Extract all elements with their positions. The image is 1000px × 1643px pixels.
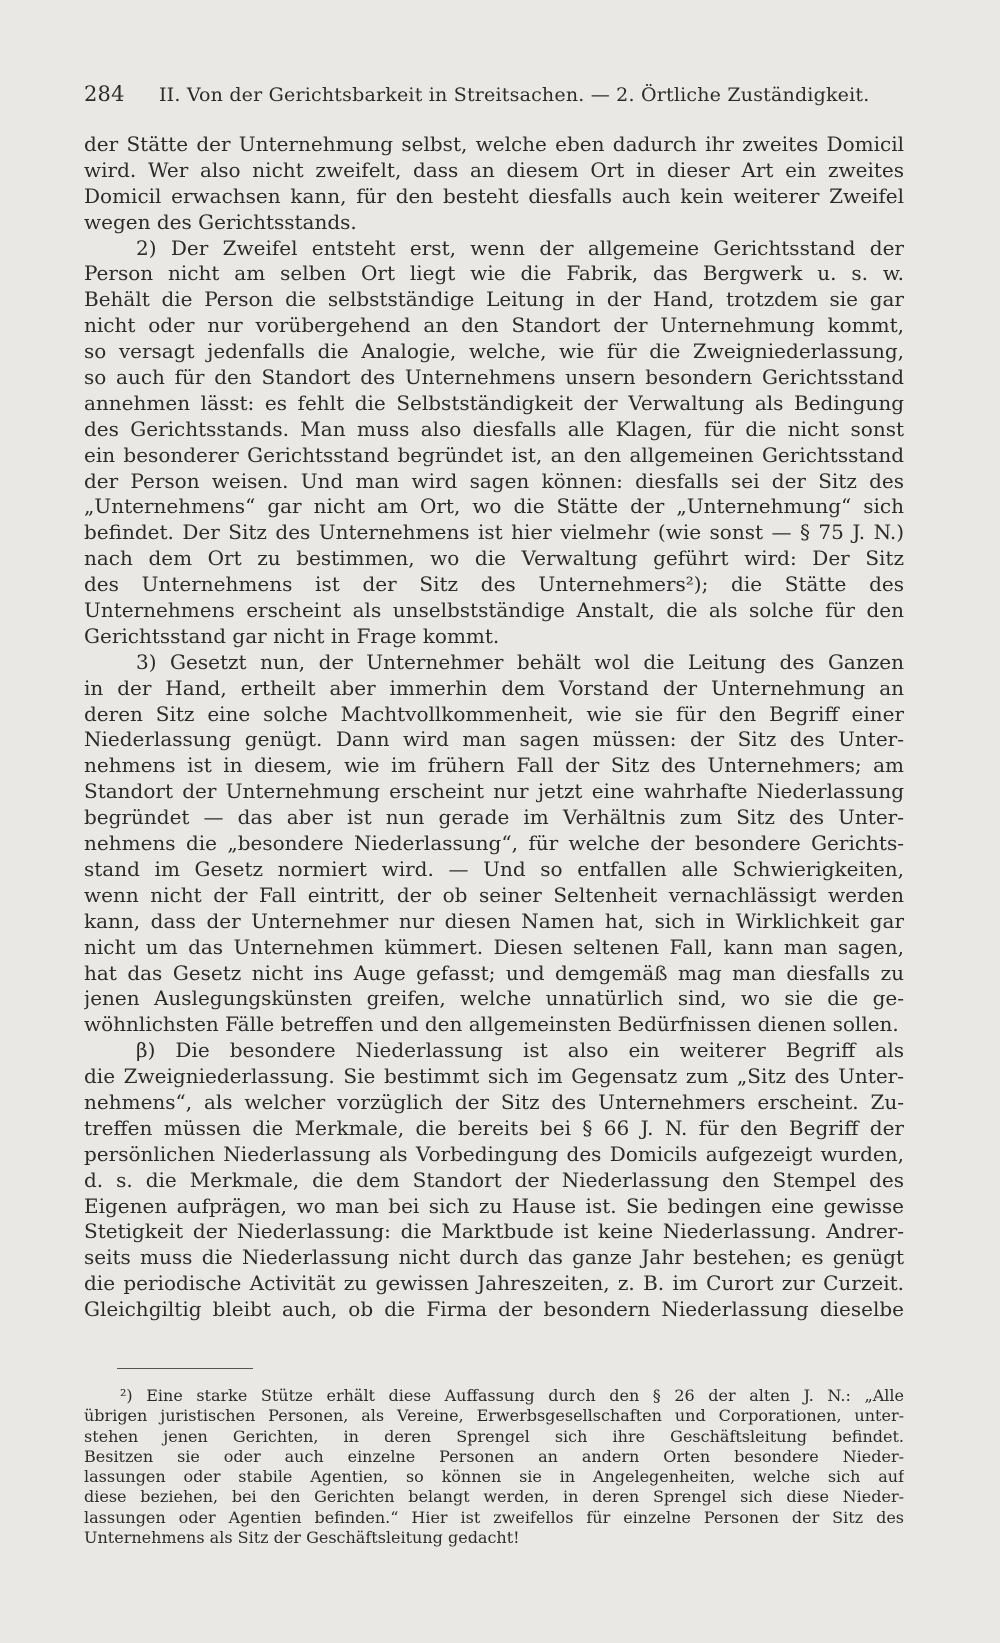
running-header <box>84 82 914 106</box>
text-line: 3) Gesetzt nun, der Unternehmer behält wol die Leitung des Ganzen <box>136 649 904 674</box>
text-line: treffen müssen die Merkmale, die bereits bei § 66 J. N. für den Begriff der <box>84 1115 904 1140</box>
text-line: Gleichgiltig bleibt auch, ob die Firma der besondern Niederlassung dieselbe <box>84 1297 904 1322</box>
text-line: nehmens“, als welcher vorzüglich der Sitz des Unternehmers erscheint. Zu- <box>84 1089 904 1114</box>
text-line: seits muss die Niederlassung nicht durch das ganze Jahr bestehen; es genügt <box>84 1245 904 1270</box>
text-line: persönlichen Niederlassung als Vorbedingung des Domicils aufgezeigt wurden, <box>84 1141 904 1166</box>
footnote-line: diese beziehen, bei den Gerichten belangt werden, in deren Sprengel sich diese Nieder- <box>84 1487 904 1507</box>
text-line: so auch für den Standort des Unternehmens unsern besondern Gerichtsstand <box>84 365 904 390</box>
text-line: Eigenen aufprägen, wo man bei sich zu Hause ist. Sie bedingen eine gewisse <box>84 1193 904 1218</box>
text-line: kann, dass der Unternehmer nur diesen Namen hat, sich in Wirklichkeit gar <box>84 908 904 933</box>
text-line: in der Hand, ertheilt aber immerhin dem Vorstand der Unternehmung an <box>84 675 904 700</box>
text-line: befindet. Der Sitz des Unternehmens ist hier vielmehr (wie sonst — § 75 J. N.) <box>84 520 904 545</box>
footnote-line: lassungen oder stabile Agentien, so können sie in Angelegenheiten, welche sich auf <box>84 1467 904 1487</box>
text-line: „Unternehmens“ gar nicht am Ort, wo die Stätte der „Unternehmung“ sich <box>84 494 904 519</box>
text-line: der Person weisen. Und man wird sagen können: diesfalls sei der Sitz des <box>84 468 904 493</box>
footnote-line: lassungen oder Agentien befinden.“ Hier ist zweifellos für einzelne Personen der Sitz des <box>84 1507 904 1527</box>
text-line: Behält die Person die selbstständige Leitung in der Hand, trotzdem sie gar <box>84 287 904 312</box>
text-line: 2) Der Zweifel entsteht erst, wenn der allgemeine Gerichtsstand der <box>136 235 904 260</box>
text-line: die periodische Activität zu gewissen Jahreszeiten, z. B. im Curort zur Curzeit. <box>84 1271 904 1296</box>
text-line: nehmens die „besondere Niederlassung“, für welche der besondere Gerichts- <box>84 831 904 856</box>
text-line: so versagt jedenfalls die Analogie, welche, wie für die Zweigniederlassung, <box>84 339 904 364</box>
text-line: hat das Gesetz nicht ins Auge gefasst; und demgemäß mag man diesfalls zu <box>84 960 904 985</box>
text-line: β) Die besondere Niederlassung ist also ein weiterer Begriff als <box>136 1038 904 1063</box>
text-line: annehmen lässt: es fehlt die Selbstständigkeit der Verwaltung als Bedingung <box>84 390 904 415</box>
text-line: stand im Gesetz normiert wird. — Und so entfallen alle Schwierigkeiten, <box>84 856 904 881</box>
text-line: Domicil erwachsen kann, für den besteht diesfalls auch kein weiterer Zweifel <box>84 183 904 208</box>
footnote-line: Unternehmens als Sitz der Geschäftsleitung gedacht! <box>84 1528 520 1548</box>
footnote <box>84 1386 904 1548</box>
footnote-line: stehen jenen Gerichten, in deren Sprengel sich ihre Geschäftsleitung befindet. <box>84 1426 904 1446</box>
text-line: nicht oder nur vorübergehend an den Standort der Unternehmung kommt, <box>84 313 904 338</box>
text-line: wegen des Gerichtsstands. <box>84 209 357 234</box>
footnote-line: übrigen juristischen Personen, als Vereine, Erwerbsgesellschaften und Corporationen, unter- <box>84 1406 904 1426</box>
text-line: Gerichtsstand gar nicht in Frage kommt. <box>84 623 500 648</box>
text-line: der Stätte der Unternehmung selbst, welche eben dadurch ihr zweites Domicil <box>84 132 904 156</box>
text-line: ein besonderer Gerichtsstand begründet ist, an den allgemeinen Gerichtsstand <box>84 442 904 467</box>
text-line: wenn nicht der Fall eintritt, der ob seiner Seltenheit vernachlässigt werden <box>84 882 904 907</box>
footnote-separator <box>117 1368 253 1369</box>
running-title: II. Von der Gerichtsbarkeit in Streitsachen. — 2. Örtliche Zuständigkeit. <box>158 84 870 106</box>
text-line: des Unternehmens ist der Sitz des Unternehmers²); die Stätte des <box>84 572 904 597</box>
text-line: Person nicht am selben Ort liegt wie die Fabrik, das Bergwerk u. s. w. <box>84 261 904 286</box>
text-line: die Zweigniederlassung. Sie bestimmt sich im Gegensatz zum „Sitz des Unter- <box>84 1064 904 1089</box>
text-line: Standort der Unternehmung erscheint nur jetzt eine wahrhafte Niederlassung <box>84 779 904 804</box>
footnote-line: ²) Eine starke Stütze erhält diese Auffassung durch den § 26 der alten J. N.: „Alle <box>120 1386 904 1405</box>
text-line: deren Sitz eine solche Machtvollkommenheit, wie sie für den Begriff einer <box>84 701 904 726</box>
text-line: d. s. die Merkmale, die dem Standort der Niederlassung den Stempel des <box>84 1167 904 1192</box>
page-number: 284 <box>84 82 125 106</box>
text-line: wird. Wer also nicht zweifelt, dass an diesem Ort in dieser Art ein zweites <box>84 157 904 182</box>
text-line: wöhnlichsten Fälle betreffen und den allgemeinsten Bedürfnissen dienen sollen. <box>84 1012 899 1037</box>
text-line: des Gerichtsstands. Man muss also diesfalls alle Klagen, für die nicht sonst <box>84 416 904 441</box>
text-line: Stetigkeit der Niederlassung: die Marktbude ist keine Niederlassung. Andrer- <box>84 1219 904 1244</box>
text-line: jenen Auslegungskünsten greifen, welche unnatürlich sind, wo sie die ge- <box>84 986 904 1011</box>
text-line: begründet — das aber ist nun gerade im Verhältnis zum Sitz des Unter- <box>84 805 904 830</box>
text-line: nehmens ist in diesem, wie im frühern Fall der Sitz des Unternehmers; am <box>84 753 904 778</box>
text-line: Unternehmens erscheint als unselbstständige Anstalt, die als solche für den <box>84 598 904 623</box>
text-line: Niederlassung genügt. Dann wird man sagen müssen: der Sitz des Unter- <box>84 727 904 752</box>
footnote-line: Besitzen sie oder auch einzelne Personen an andern Orten besondere Nieder- <box>84 1446 904 1466</box>
body-text <box>84 132 904 1323</box>
text-line: nach dem Ort zu bestimmen, wo die Verwaltung geführt wird: Der Sitz <box>84 546 904 571</box>
text-line: nicht um das Unternehmen kümmert. Diesen seltenen Fall, kann man sagen, <box>84 934 904 959</box>
